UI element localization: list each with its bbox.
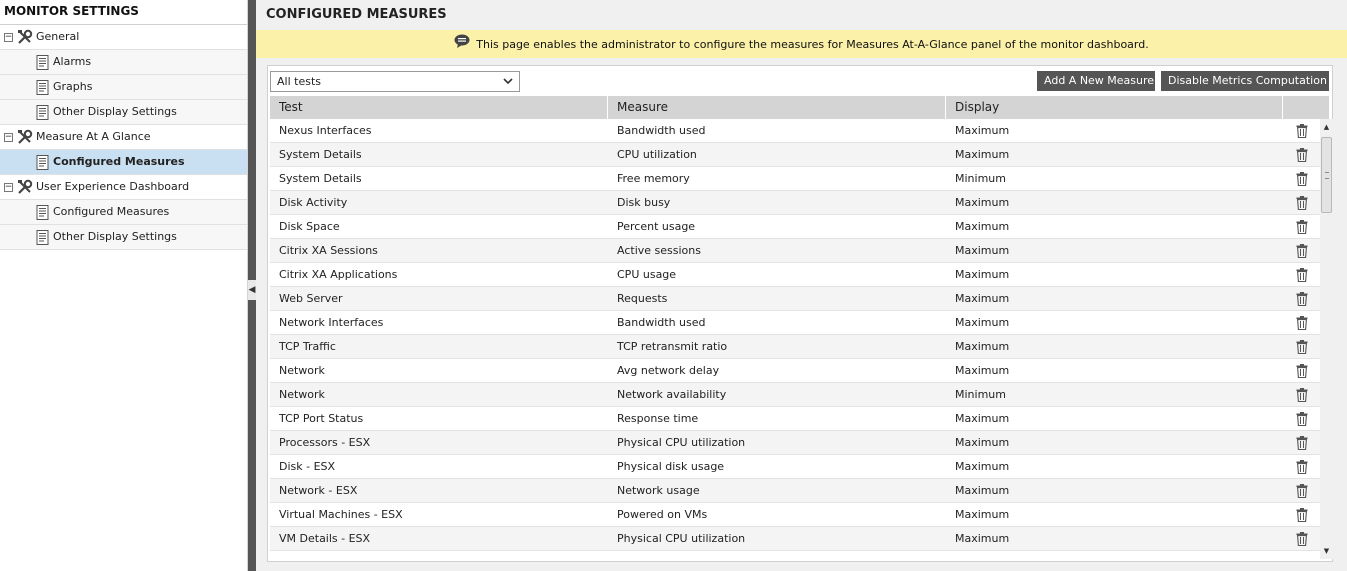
scrollbar-thumb[interactable] — [1321, 137, 1332, 213]
cell-measure: TCP retransmit ratio — [617, 340, 728, 353]
tree-item-label: Other Display Settings — [53, 105, 177, 118]
table-row[interactable] — [270, 383, 1320, 407]
cell-measure: Bandwidth used — [617, 316, 706, 329]
cell-measure: Requests — [617, 292, 668, 305]
cell-test: Web Server — [279, 292, 343, 305]
cell-display: Maximum — [955, 412, 1010, 425]
cell-display: Maximum — [955, 484, 1010, 497]
delete-button[interactable] — [1283, 148, 1320, 162]
table-row[interactable] — [270, 119, 1320, 143]
delete-button[interactable] — [1283, 388, 1320, 402]
sidebar-title: MONITOR SETTINGS — [0, 0, 247, 25]
document-icon — [36, 55, 50, 70]
trash-icon[interactable] — [1296, 268, 1308, 282]
speech-bubble-icon — [454, 34, 470, 48]
trash-icon[interactable] — [1296, 124, 1308, 138]
trash-icon[interactable] — [1296, 340, 1308, 354]
cell-measure: Physical disk usage — [617, 460, 725, 473]
table-row[interactable] — [270, 503, 1320, 527]
trash-icon[interactable] — [1296, 148, 1308, 162]
trash-icon[interactable] — [1296, 388, 1308, 402]
cell-measure: CPU usage — [617, 268, 677, 281]
cell-measure: Active sessions — [617, 244, 701, 257]
tree-group[interactable] — [0, 125, 247, 150]
page-title: CONFIGURED MEASURES — [256, 0, 1347, 30]
table-row[interactable] — [270, 359, 1320, 383]
trash-icon[interactable] — [1296, 196, 1308, 210]
cell-display: Minimum — [955, 388, 1006, 401]
info-banner — [256, 30, 1347, 58]
document-icon — [36, 155, 50, 170]
document-icon — [36, 105, 50, 120]
trash-icon[interactable] — [1296, 292, 1308, 306]
table-row[interactable] — [270, 479, 1320, 503]
tree-item[interactable] — [0, 200, 247, 225]
measures-panel — [267, 65, 1333, 562]
document-icon — [36, 230, 50, 245]
cell-test: Network — [279, 364, 325, 377]
tree-group[interactable] — [0, 25, 247, 50]
table-row[interactable] — [270, 287, 1320, 311]
cell-display: Maximum — [955, 244, 1010, 257]
sidebar — [0, 0, 248, 571]
tree-group-label: Measure At A Glance — [36, 130, 151, 143]
cell-measure: Avg network delay — [617, 364, 720, 377]
cell-measure: Free memory — [617, 172, 690, 185]
trash-icon[interactable] — [1296, 316, 1308, 330]
delete-button[interactable] — [1283, 268, 1320, 282]
disable-metrics-button[interactable]: Disable Metrics Computation — [1161, 71, 1329, 91]
cell-display: Maximum — [955, 316, 1010, 329]
trash-icon[interactable] — [1296, 484, 1308, 498]
cell-display: Maximum — [955, 124, 1010, 137]
cell-test: TCP Traffic — [279, 340, 336, 353]
trash-icon[interactable] — [1296, 436, 1308, 450]
tree-item-label: Configured Measures — [53, 205, 170, 218]
trash-icon[interactable] — [1296, 364, 1308, 378]
delete-button[interactable] — [1283, 220, 1320, 234]
delete-button[interactable] — [1283, 244, 1320, 258]
cell-measure: Disk busy — [617, 196, 671, 209]
cell-test: VM Details - ESX — [279, 532, 371, 545]
table-row[interactable] — [270, 335, 1320, 359]
measures-table-body — [270, 119, 1320, 559]
delete-button[interactable] — [1283, 196, 1320, 210]
cell-measure: Bandwidth used — [617, 124, 706, 137]
table-header — [270, 96, 1330, 119]
delete-button[interactable] — [1283, 172, 1320, 186]
cell-test: TCP Port Status — [279, 412, 364, 425]
main-content — [256, 0, 1347, 571]
cell-measure: Physical CPU utilization — [617, 532, 746, 545]
cell-display: Maximum — [955, 292, 1010, 305]
table-row[interactable] — [270, 215, 1320, 239]
cell-display: Minimum — [955, 172, 1006, 185]
cell-test: Citrix XA Sessions — [279, 244, 378, 257]
trash-icon[interactable] — [1296, 460, 1308, 474]
table-row[interactable] — [270, 143, 1320, 167]
delete-button[interactable] — [1283, 532, 1320, 546]
table-row[interactable] — [270, 527, 1320, 551]
cell-test: Network - ESX — [279, 484, 358, 497]
delete-button[interactable] — [1283, 412, 1320, 426]
trash-icon[interactable] — [1296, 172, 1308, 186]
cell-measure: Physical CPU utilization — [617, 436, 746, 449]
cell-measure: Network availability — [617, 388, 727, 401]
delete-button[interactable] — [1283, 316, 1320, 330]
column-header-actions — [1283, 96, 1330, 119]
delete-button[interactable] — [1283, 364, 1320, 378]
delete-button[interactable] — [1283, 508, 1320, 522]
test-filter-value: All tests — [277, 75, 321, 88]
trash-icon[interactable] — [1296, 220, 1308, 234]
delete-button[interactable] — [1283, 484, 1320, 498]
scroll-up-icon[interactable]: ▲ — [1323, 123, 1330, 131]
cell-test: System Details — [279, 172, 362, 185]
table-row[interactable] — [270, 191, 1320, 215]
tree-group-label: User Experience Dashboard — [36, 180, 190, 193]
info-text: This page enables the administrator to configure the measures for Measures At-A-Glance panel of the monitor dashboard. — [476, 37, 1149, 51]
add-measure-button[interactable]: Add A New Measure — [1037, 71, 1155, 91]
collapse-toggle-icon[interactable]: − — [4, 31, 13, 42]
settings-tree — [0, 25, 247, 250]
collapse-toggle-icon[interactable]: − — [4, 181, 13, 192]
cell-display: Maximum — [955, 436, 1010, 449]
tree-item[interactable] — [0, 225, 247, 250]
table-row[interactable] — [270, 431, 1320, 455]
tree-item-label: Configured Measures — [53, 155, 185, 168]
cell-display: Maximum — [955, 220, 1010, 233]
tree-item-label: Alarms — [53, 55, 92, 68]
cell-display: Maximum — [955, 340, 1010, 353]
delete-button[interactable] — [1283, 124, 1320, 138]
chevron-down-icon — [503, 75, 513, 87]
cell-display: Maximum — [955, 268, 1010, 281]
toolbar — [268, 66, 1332, 96]
cell-display: Maximum — [955, 508, 1010, 521]
tree-item[interactable] — [0, 75, 247, 100]
table-scrollbar[interactable] — [1320, 119, 1333, 559]
collapse-sidebar-icon[interactable]: ◀ — [248, 280, 256, 300]
tree-item-label: Graphs — [53, 80, 93, 93]
cell-display: Maximum — [955, 196, 1010, 209]
cell-test: Disk Space — [279, 220, 340, 233]
scroll-down-icon[interactable]: ▼ — [1323, 547, 1330, 555]
tree-item-label: Other Display Settings — [53, 230, 177, 243]
tools-icon — [17, 29, 33, 45]
table-row[interactable] — [270, 263, 1320, 287]
cell-test: Nexus Interfaces — [279, 124, 372, 137]
cell-test: System Details — [279, 148, 362, 161]
table-row[interactable] — [270, 167, 1320, 191]
test-filter-select[interactable] — [270, 71, 520, 92]
trash-icon[interactable] — [1296, 508, 1308, 522]
delete-button[interactable] — [1283, 292, 1320, 306]
tree-group-label: General — [36, 30, 80, 43]
cell-measure: Network usage — [617, 484, 700, 497]
delete-button[interactable] — [1283, 340, 1320, 354]
panel-splitter[interactable] — [248, 0, 256, 571]
cell-test: Network — [279, 388, 325, 401]
cell-test: Disk Activity — [279, 196, 348, 209]
trash-icon[interactable] — [1296, 532, 1308, 546]
cell-test: Disk - ESX — [279, 460, 336, 473]
trash-icon[interactable] — [1296, 412, 1308, 426]
cell-measure: Powered on VMs — [617, 508, 708, 521]
column-header-measure[interactable]: Measure — [608, 96, 946, 119]
cell-test: Processors - ESX — [279, 436, 371, 449]
table-row[interactable] — [270, 311, 1320, 335]
document-icon — [36, 205, 50, 220]
cell-test: Network Interfaces — [279, 316, 384, 329]
cell-measure: CPU utilization — [617, 148, 697, 161]
table-row[interactable] — [270, 407, 1320, 431]
tree-item[interactable] — [0, 100, 247, 125]
cell-display: Maximum — [955, 460, 1010, 473]
tools-icon — [17, 129, 33, 145]
tree-item[interactable] — [0, 50, 247, 75]
tree-group[interactable] — [0, 175, 247, 200]
cell-measure: Response time — [617, 412, 699, 425]
cell-measure: Percent usage — [617, 220, 696, 233]
delete-button[interactable] — [1283, 460, 1320, 474]
column-header-display[interactable]: Display — [946, 96, 1283, 119]
trash-icon[interactable] — [1296, 244, 1308, 258]
cell-test: Virtual Machines - ESX — [279, 508, 403, 521]
document-icon — [36, 80, 50, 95]
table-row[interactable] — [270, 455, 1320, 479]
tools-icon — [17, 179, 33, 195]
table-row[interactable] — [270, 239, 1320, 263]
cell-display: Maximum — [955, 364, 1010, 377]
tree-item[interactable] — [0, 150, 247, 175]
cell-display: Maximum — [955, 532, 1010, 545]
column-header-test[interactable]: Test — [270, 96, 608, 119]
delete-button[interactable] — [1283, 436, 1320, 450]
collapse-toggle-icon[interactable]: − — [4, 131, 13, 142]
cell-test: Citrix XA Applications — [279, 268, 398, 281]
cell-display: Maximum — [955, 148, 1010, 161]
